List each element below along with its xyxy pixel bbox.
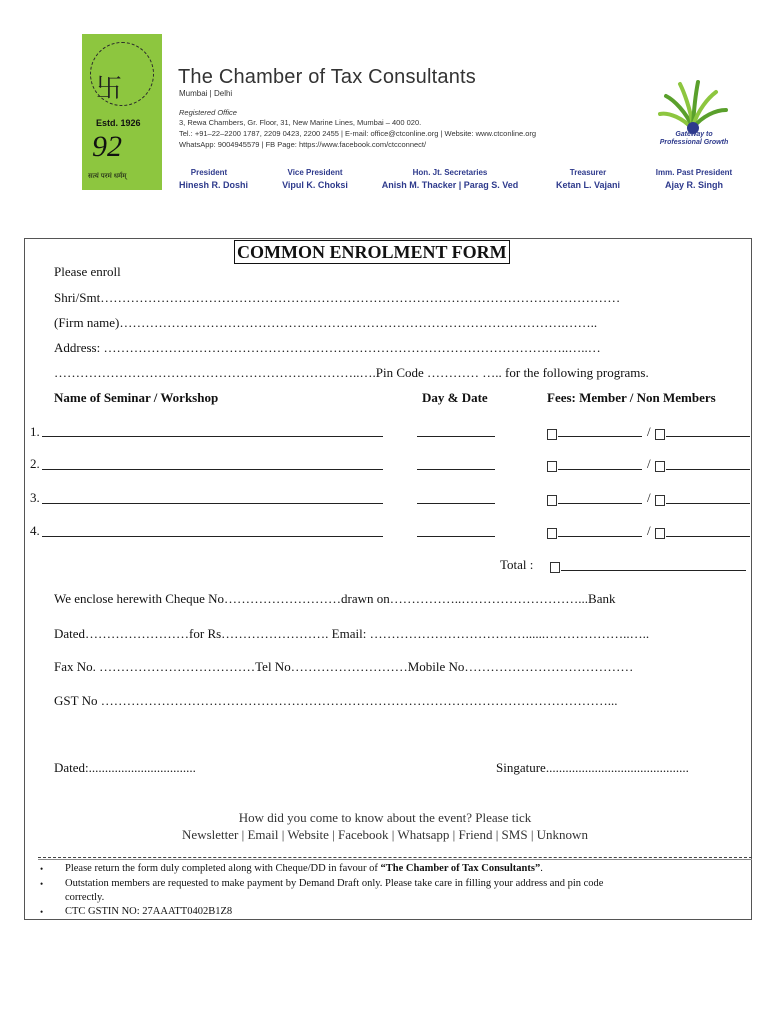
logo-estd: Estd. 1926 xyxy=(96,118,141,128)
how-did-you-know-question: How did you come to know about the event? Please tick xyxy=(238,810,532,825)
office-bearer-president xyxy=(179,168,249,190)
row-number: 2. xyxy=(30,456,40,471)
non-member-fee-field[interactable] xyxy=(666,536,750,537)
member-fee-checkbox[interactable] xyxy=(547,426,558,444)
day-date-field[interactable] xyxy=(417,503,495,504)
seminar-name-field[interactable] xyxy=(42,536,383,537)
office-bearer-secretaries xyxy=(380,168,520,190)
member-fee-checkbox[interactable] xyxy=(547,492,558,510)
header-fees: Fees: Member / Non Members xyxy=(547,390,716,405)
office-bearer-role: Hon. Jt. Secretaries xyxy=(412,168,488,177)
bullet: • xyxy=(40,879,44,889)
note-return-suffix: . xyxy=(540,863,543,874)
header-day-date: Day & Date xyxy=(422,390,488,405)
total-label: Total : xyxy=(500,557,534,572)
logo-motto: सत्यं परमं धर्मम् xyxy=(88,173,127,180)
member-fee-checkbox[interactable] xyxy=(547,458,558,476)
office-bearer-treasurer xyxy=(554,168,622,190)
contact-line[interactable]: Fax No. ………………………………Tel No………………………Mobile No………………………………… xyxy=(54,659,634,674)
org-name: The Chamber of Tax Consultants xyxy=(178,66,477,88)
day-date-field[interactable] xyxy=(417,436,495,437)
office-bearer-role: Treasurer xyxy=(569,168,607,177)
firm-name-field[interactable]: (Firm name)………………………………………………………………………………………….…….. xyxy=(54,315,598,330)
bullet: • xyxy=(40,864,44,874)
row-number: 4. xyxy=(30,523,40,538)
note-gstin: CTC GSTIN NO: 27AAATT0402B1Z8 xyxy=(65,906,233,917)
shri-smt-field[interactable]: Shri/Smt………………………………………………………………………………………………………… xyxy=(54,290,621,305)
office-bearer-name: Anish M. Thacker | Parag S. Ved xyxy=(381,180,519,190)
address-line-1: 3, Rewa Chambers, Gr. Floor, 31, New Marine Lines, Mumbai – 400 020. xyxy=(179,118,422,127)
non-member-fee-field[interactable] xyxy=(666,436,750,437)
member-fee-field[interactable] xyxy=(558,436,642,437)
row-number: 1. xyxy=(30,424,40,439)
gst-line[interactable]: GST No ………………………………………………………………………………………………………... xyxy=(54,693,618,708)
signature-field[interactable]: Singature............................................ xyxy=(496,760,689,775)
please-enroll: Please enroll xyxy=(54,264,121,279)
address-field[interactable]: Address: ………………………………………………………………………………………….…..…..… xyxy=(54,340,601,355)
address-line-2: Tel.: +91–22–2200 1787, 2209 0423, 2200 2455 | E-mail: office@ctconline.org | Website: www.ctconline.org xyxy=(179,129,537,138)
header-seminar: Name of Seminar / Workshop xyxy=(54,390,219,405)
row-number: 3. xyxy=(30,490,40,505)
office-bearer-past-president xyxy=(652,168,736,190)
office-bearer-name: Ketan L. Vajani xyxy=(555,180,621,190)
office-bearer-role: Vice President xyxy=(287,168,343,177)
total-field[interactable] xyxy=(561,570,746,571)
seminar-name-field[interactable] xyxy=(42,469,383,470)
non-member-fee-field[interactable] xyxy=(666,469,750,470)
logo-years: 92 xyxy=(92,130,122,163)
source-options[interactable]: Newsletter | Email | Website | Facebook | Whatsapp | Friend | SMS | Unknown xyxy=(182,827,588,842)
fee-slash: / xyxy=(647,523,651,538)
form-title: COMMON ENROLMENT FORM xyxy=(234,240,510,264)
office-bearer-name: Ajay R. Singh xyxy=(664,180,723,190)
non-member-fee-checkbox[interactable] xyxy=(655,426,666,444)
divider xyxy=(38,859,752,860)
gateway-tagline xyxy=(654,131,734,147)
dated-amount-email-line[interactable]: Dated……………………for Rs……………………. Email: ………………………………......………………..….. xyxy=(54,626,650,641)
member-fee-field[interactable] xyxy=(558,503,642,504)
seminar-name-field[interactable] xyxy=(42,436,383,437)
office-bearer-name: Hinesh R. Doshi xyxy=(179,180,249,190)
seminar-name-field[interactable] xyxy=(42,503,383,504)
office-bearer-name: Vipul K. Choksi xyxy=(282,180,348,190)
member-fee-checkbox[interactable] xyxy=(547,525,558,543)
office-bearer-vice-president xyxy=(282,168,348,190)
note-outstation-line-1: Outstation members are requested to make payment by Demand Draft only. Please take care in filling your address and pin code xyxy=(65,878,604,889)
gateway-line-2: Professional Growth xyxy=(659,139,729,146)
note-return-form xyxy=(65,862,745,876)
address-pin-field[interactable]: ……………………………………………………………..….Pin Code ………… ….. for the following programs. xyxy=(54,365,649,380)
day-date-field[interactable] xyxy=(417,536,495,537)
divider xyxy=(38,857,752,858)
org-cities: Mumbai | Delhi xyxy=(179,89,233,98)
registered-office-label: Registered Office xyxy=(179,108,237,117)
office-bearer-role: Imm. Past President xyxy=(655,168,733,177)
office-bearer-role: President xyxy=(190,168,228,177)
note-return-prefix: Please return the form duly completed along with Cheque/DD in favour of xyxy=(65,863,381,874)
note-return-payee: “The Chamber of Tax Consultants” xyxy=(380,863,541,874)
dated-signature-date[interactable]: Dated:................................. xyxy=(54,760,196,775)
non-member-fee-checkbox[interactable] xyxy=(655,458,666,476)
member-fee-field[interactable] xyxy=(558,469,642,470)
day-date-field[interactable] xyxy=(417,469,495,470)
fee-slash: / xyxy=(647,456,651,471)
address-line-3: WhatsApp: 9004945579 | FB Page: https://www.facebook.com/ctcconnect/ xyxy=(179,140,427,149)
cheque-line[interactable]: We enclose herewith Cheque No………………………drawn on……………..………………………...Bank xyxy=(54,591,616,606)
member-fee-field[interactable] xyxy=(558,536,642,537)
bullet: • xyxy=(40,907,44,917)
swastika-icon: 卐 xyxy=(96,74,123,104)
ctc-logo xyxy=(82,34,162,190)
fee-slash: / xyxy=(647,490,651,505)
fee-slash: / xyxy=(647,424,651,439)
total-checkbox[interactable] xyxy=(550,559,561,577)
non-member-fee-field[interactable] xyxy=(666,503,750,504)
gateway-line-1: Gateway to xyxy=(675,131,713,138)
non-member-fee-checkbox[interactable] xyxy=(655,525,666,543)
non-member-fee-checkbox[interactable] xyxy=(655,492,666,510)
note-outstation-line-2: correctly. xyxy=(65,892,105,903)
